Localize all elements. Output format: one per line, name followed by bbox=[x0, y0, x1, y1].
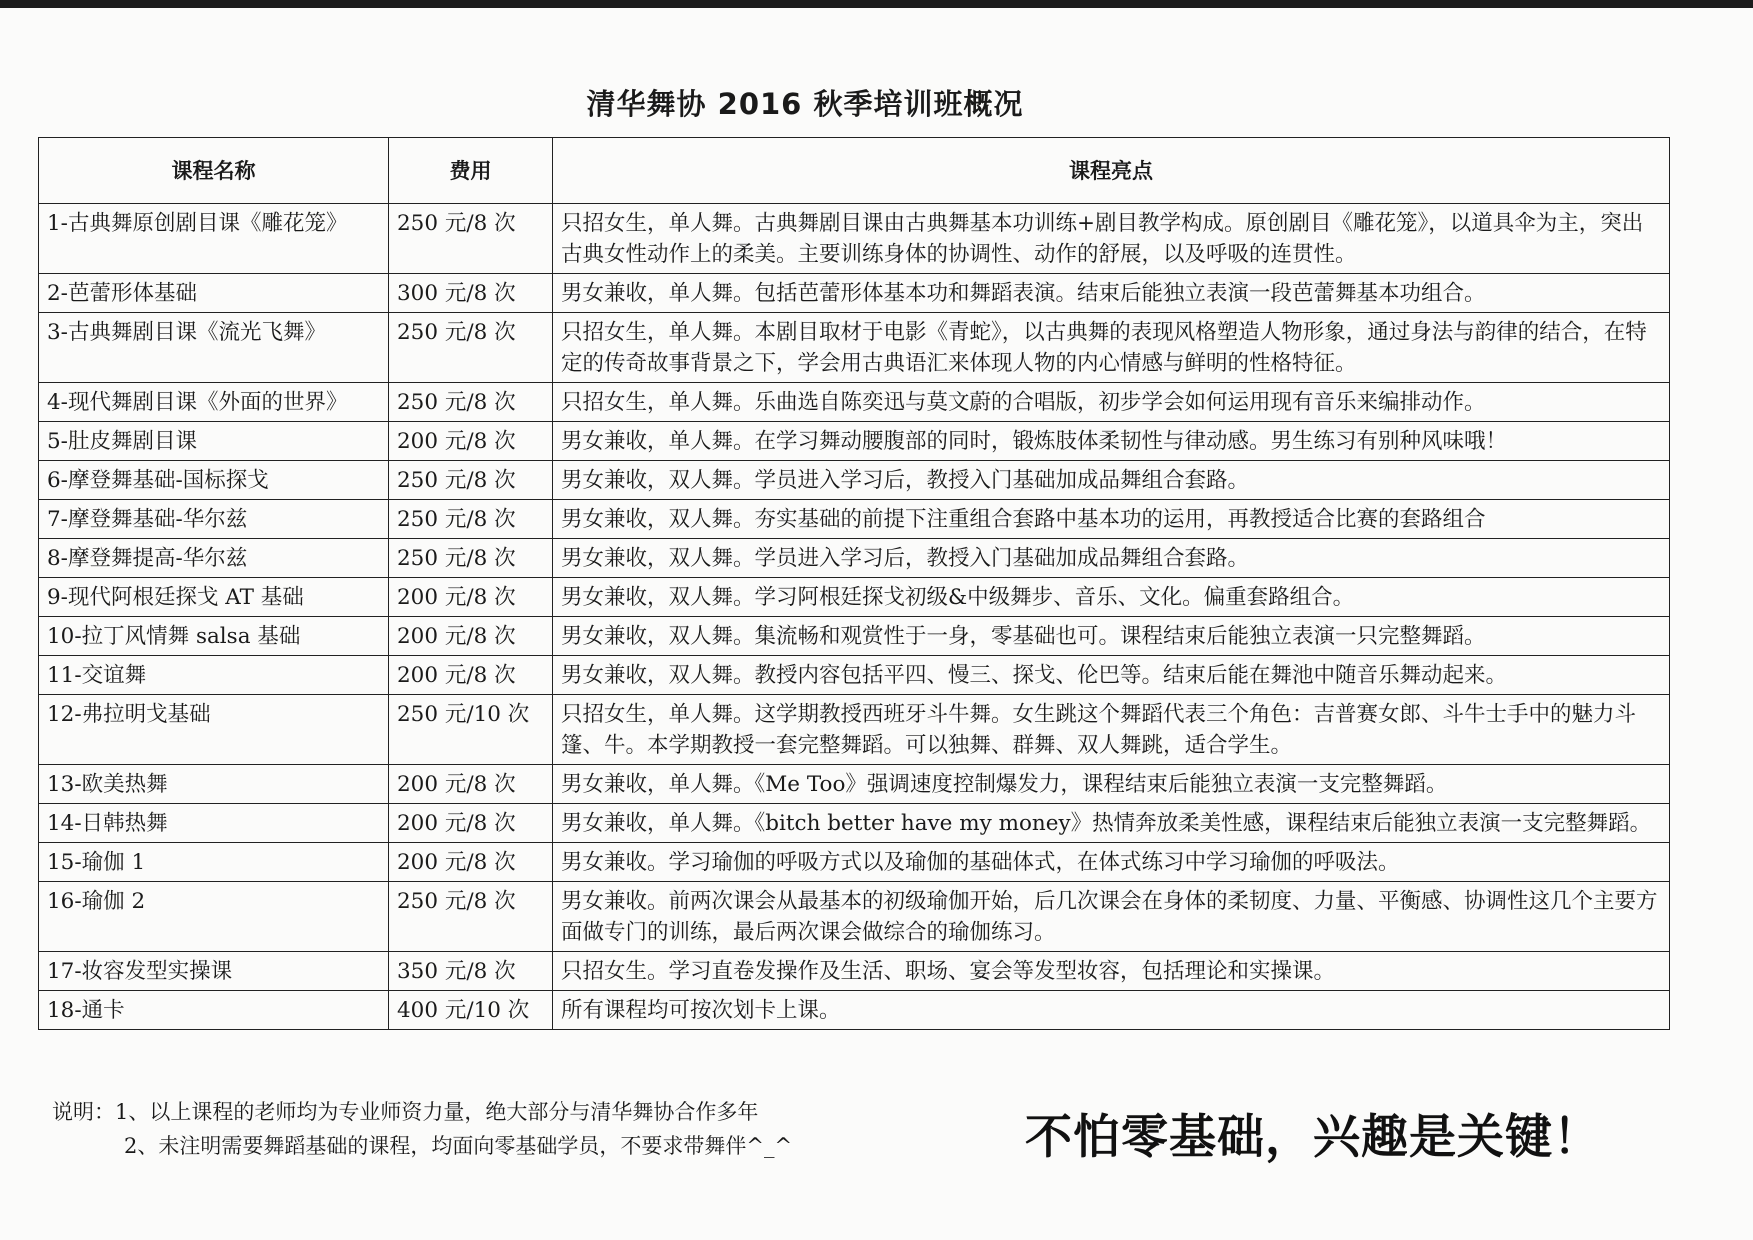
fee-cell: 250 元/8 次 bbox=[389, 461, 553, 500]
header-course-name: 课程名称 bbox=[39, 138, 389, 204]
course-name-cell: 15-瑜伽 1 bbox=[39, 843, 389, 882]
course-name-cell: 6-摩登舞基础-国标探戈 bbox=[39, 461, 389, 500]
highlight-cell: 只招女生，单人舞。这学期教授西班牙斗牛舞。女生跳这个舞蹈代表三个角色：吉普赛女郎、斗牛士手中的魅力斗篷、牛。本学期教授一套完整舞蹈。可以独舞、群舞、双人舞跳，适合学生。 bbox=[553, 695, 1670, 765]
course-table bbox=[38, 137, 1670, 1030]
course-name-cell: 12-弗拉明戈基础 bbox=[39, 695, 389, 765]
fee-cell: 250 元/8 次 bbox=[389, 313, 553, 383]
course-name-cell: 13-欧美热舞 bbox=[39, 765, 389, 804]
fee-cell: 250 元/8 次 bbox=[389, 383, 553, 422]
highlight-cell: 男女兼收，双人舞。学习阿根廷探戈初级&中级舞步、音乐、文化。偏重套路组合。 bbox=[553, 578, 1670, 617]
course-name-cell: 17-妆容发型实操课 bbox=[39, 952, 389, 991]
fee-cell: 250 元/8 次 bbox=[389, 539, 553, 578]
table-row bbox=[39, 952, 1670, 991]
notes-line-1 bbox=[52, 1095, 792, 1129]
slogan: 不怕零基础，兴趣是关键！ bbox=[1025, 1110, 1601, 1165]
notes-line-2 bbox=[52, 1129, 792, 1163]
highlight-cell: 只招女生，单人舞。乐曲选自陈奕迅与莫文蔚的合唱版，初步学会如何运用现有音乐来编排动作。 bbox=[553, 383, 1670, 422]
course-name-cell: 14-日韩热舞 bbox=[39, 804, 389, 843]
table-row bbox=[39, 313, 1670, 383]
header-highlight: 课程亮点 bbox=[553, 138, 1670, 204]
highlight-cell: 男女兼收。前两次课会从最基本的初级瑜伽开始，后几次课会在身体的柔韧度、力量、平衡感、协调性这几个主要方面做专门的训练，最后两次课会做综合的瑜伽练习。 bbox=[553, 882, 1670, 952]
course-name-cell: 4-现代舞剧目课《外面的世界》 bbox=[39, 383, 389, 422]
fee-cell: 250 元/8 次 bbox=[389, 882, 553, 952]
table-row bbox=[39, 765, 1670, 804]
fee-cell: 200 元/8 次 bbox=[389, 843, 553, 882]
highlight-cell: 男女兼收，单人舞。《bitch better have my money》热情奔放柔美性感，课程结束后能独立表演一支完整舞蹈。 bbox=[553, 804, 1670, 843]
table-row bbox=[39, 274, 1670, 313]
table-row bbox=[39, 617, 1670, 656]
table-row bbox=[39, 882, 1670, 952]
fee-cell: 200 元/8 次 bbox=[389, 765, 553, 804]
table-row bbox=[39, 383, 1670, 422]
fee-cell: 200 元/8 次 bbox=[389, 617, 553, 656]
course-name-cell: 3-古典舞剧目课《流光飞舞》 bbox=[39, 313, 389, 383]
course-name-cell: 10-拉丁风情舞 salsa 基础 bbox=[39, 617, 389, 656]
notes-item-2: 2、未注明需要舞蹈基础的课程，均面向零基础学员，不要求带舞伴^_^ bbox=[124, 1134, 793, 1158]
highlight-cell: 男女兼收，双人舞。夯实基础的前提下注重组合套路中基本功的运用，再教授适合比赛的套路组合 bbox=[553, 500, 1670, 539]
table-row bbox=[39, 991, 1670, 1030]
highlight-cell: 男女兼收。学习瑜伽的呼吸方式以及瑜伽的基础体式，在体式练习中学习瑜伽的呼吸法。 bbox=[553, 843, 1670, 882]
highlight-cell: 只招女生，单人舞。古典舞剧目课由古典舞基本功训练+剧目教学构成。原创剧目《雕花笼》，以道具伞为主，突出古典女性动作上的柔美。主要训练身体的协调性、动作的舒展，以及呼吸的连贯性。 bbox=[553, 204, 1670, 274]
table-row bbox=[39, 578, 1670, 617]
table-row bbox=[39, 695, 1670, 765]
course-name-cell: 18-通卡 bbox=[39, 991, 389, 1030]
page-title: 清华舞协 2016 秋季培训班概况 bbox=[586, 87, 1024, 121]
fee-cell: 400 元/10 次 bbox=[389, 991, 553, 1030]
highlight-cell: 只招女生。学习直卷发操作及生活、职场、宴会等发型妆容，包括理论和实操课。 bbox=[553, 952, 1670, 991]
table-row bbox=[39, 843, 1670, 882]
course-name-cell: 9-现代阿根廷探戈 AT 基础 bbox=[39, 578, 389, 617]
fee-cell: 200 元/8 次 bbox=[389, 578, 553, 617]
table-row bbox=[39, 539, 1670, 578]
highlight-cell: 所有课程均可按次划卡上课。 bbox=[553, 991, 1670, 1030]
highlight-cell: 男女兼收，双人舞。教授内容包括平四、慢三、探戈、伦巴等。结束后能在舞池中随音乐舞动起来。 bbox=[553, 656, 1670, 695]
course-name-cell: 2-芭蕾形体基础 bbox=[39, 274, 389, 313]
course-rows bbox=[39, 204, 1670, 1030]
highlight-cell: 男女兼收，双人舞。学员进入学习后，教授入门基础加成品舞组合套路。 bbox=[553, 539, 1670, 578]
notes-item-1: 1、以上课程的老师均为专业师资力量，绝大部分与清华舞协合作多年 bbox=[115, 1100, 759, 1124]
table-row bbox=[39, 804, 1670, 843]
table-row bbox=[39, 500, 1670, 539]
course-name-cell: 5-肚皮舞剧目课 bbox=[39, 422, 389, 461]
course-name-cell: 8-摩登舞提高-华尔兹 bbox=[39, 539, 389, 578]
notes-label: 说明： bbox=[52, 1100, 115, 1124]
course-name-cell: 1-古典舞原创剧目课《雕花笼》 bbox=[39, 204, 389, 274]
table-row bbox=[39, 422, 1670, 461]
highlight-cell: 男女兼收，单人舞。《Me Too》强调速度控制爆发力，课程结束后能独立表演一支完整舞蹈。 bbox=[553, 765, 1670, 804]
highlight-cell: 只招女生，单人舞。本剧目取材于电影《青蛇》，以古典舞的表现风格塑造人物形象，通过身法与韵律的结合，在特定的传奇故事背景之下，学会用古典语汇来体现人物的内心情感与鲜明的性格特征。 bbox=[553, 313, 1670, 383]
table-row bbox=[39, 656, 1670, 695]
course-name-cell: 11-交谊舞 bbox=[39, 656, 389, 695]
highlight-cell: 男女兼收，双人舞。集流畅和观赏性于一身，零基础也可。课程结束后能独立表演一只完整舞蹈。 bbox=[553, 617, 1670, 656]
fee-cell: 250 元/8 次 bbox=[389, 204, 553, 274]
highlight-cell: 男女兼收，单人舞。包括芭蕾形体基本功和舞蹈表演。结束后能独立表演一段芭蕾舞基本功组合。 bbox=[553, 274, 1670, 313]
fee-cell: 200 元/8 次 bbox=[389, 422, 553, 461]
header-fee: 费用 bbox=[389, 138, 553, 204]
notes bbox=[52, 1095, 792, 1163]
highlight-cell: 男女兼收，双人舞。学员进入学习后，教授入门基础加成品舞组合套路。 bbox=[553, 461, 1670, 500]
table-row bbox=[39, 204, 1670, 274]
table-row bbox=[39, 461, 1670, 500]
fee-cell: 200 元/8 次 bbox=[389, 804, 553, 843]
highlight-cell: 男女兼收，单人舞。在学习舞动腰腹部的同时，锻炼肢体柔韧性与律动感。男生练习有别种风味哦！ bbox=[553, 422, 1670, 461]
scan-edge bbox=[0, 0, 1753, 8]
fee-cell: 250 元/8 次 bbox=[389, 500, 553, 539]
course-name-cell: 7-摩登舞基础-华尔兹 bbox=[39, 500, 389, 539]
fee-cell: 300 元/8 次 bbox=[389, 274, 553, 313]
fee-cell: 200 元/8 次 bbox=[389, 656, 553, 695]
table-header-row bbox=[39, 138, 1670, 204]
course-name-cell: 16-瑜伽 2 bbox=[39, 882, 389, 952]
fee-cell: 250 元/10 次 bbox=[389, 695, 553, 765]
fee-cell: 350 元/8 次 bbox=[389, 952, 553, 991]
